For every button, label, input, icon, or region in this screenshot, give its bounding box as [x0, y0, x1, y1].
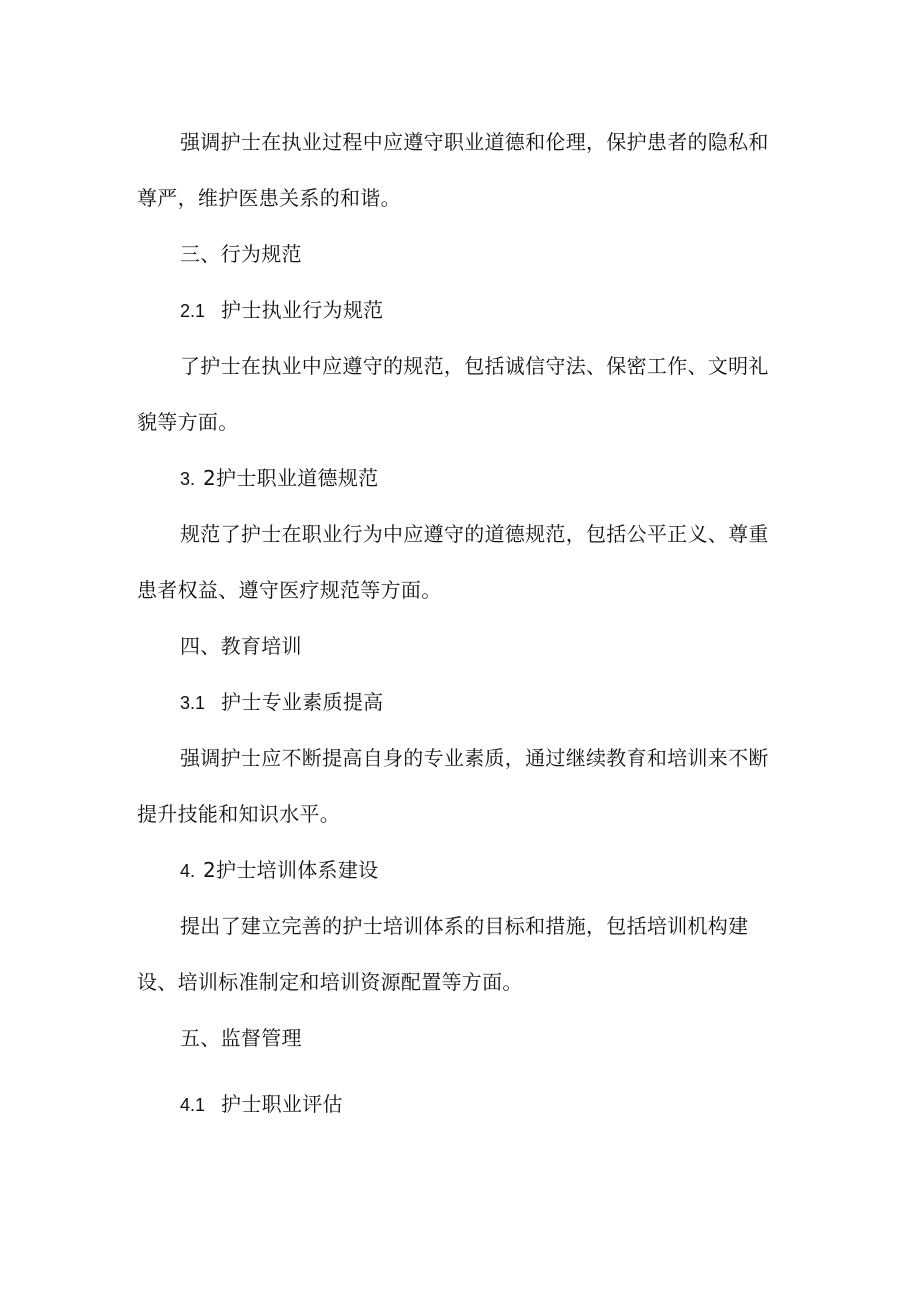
paragraph-line: 提升技能和知识水平。	[137, 802, 340, 826]
subsection-heading	[180, 296, 383, 325]
subsection-number: 2.1	[180, 301, 206, 321]
paragraph-line: 规范了护士在职业行为中应遵守的道德规范，包括公平正义、尊重	[180, 522, 769, 546]
paragraph-line: 提出了建立完善的护士培训体系的目标和措施，包括培训机构建	[180, 914, 749, 938]
paragraph-line: 尊严，维护医患关系的和谐。	[137, 186, 401, 210]
subsection-heading	[180, 688, 383, 717]
subsection-title: 2护士培训体系建设	[203, 858, 379, 882]
paragraph-line: 强调护士应不断提高自身的专业素质，通过继续教育和培训来不断	[180, 746, 769, 770]
subsection-number: 4.	[180, 861, 196, 881]
subsection-number: 4.1	[180, 1095, 206, 1115]
subsection-number: 3.1	[180, 693, 206, 713]
subsection-heading	[180, 1090, 343, 1119]
subsection-title: 护士执业行为规范	[221, 298, 384, 322]
section-heading: 四、教育培训	[180, 634, 302, 658]
paragraph-line: 貌等方面。	[137, 410, 239, 434]
subsection-title: 护士职业评估	[221, 1092, 343, 1116]
subsection-heading	[180, 856, 378, 885]
paragraph-line: 设、培训标准制定和培训资源配置等方面。	[137, 970, 523, 994]
section-heading: 五、监督管理	[180, 1026, 302, 1050]
paragraph-line: 了护士在执业中应遵守的规范，包括诚信守法、保密工作、文明礼	[180, 354, 769, 378]
subsection-number: 3.	[180, 469, 196, 489]
subsection-title: 2护士职业道德规范	[203, 466, 379, 490]
paragraph-line: 患者权益、遵守医疗规范等方面。	[137, 578, 442, 602]
subsection-heading	[180, 464, 378, 493]
section-heading: 三、行为规范	[180, 242, 302, 266]
paragraph-line: 强调护士在执业过程中应遵守职业道德和伦理，保护患者的隐私和	[180, 130, 769, 154]
subsection-title: 护士专业素质提高	[221, 690, 384, 714]
